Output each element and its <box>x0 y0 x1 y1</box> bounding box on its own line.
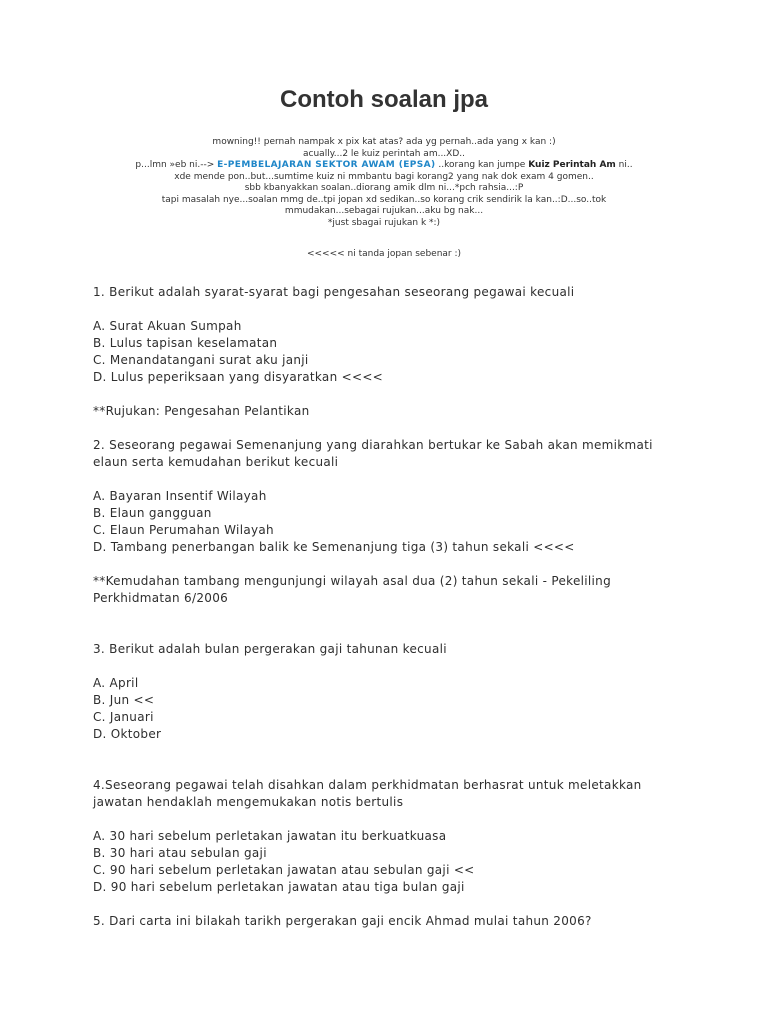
q4-option-c: C. 90 hari sebelum perletakan jawatan atau sebulan gaji << <box>93 863 475 877</box>
intro-bold-text: Kuiz Perintah Am <box>528 160 616 170</box>
intro-line: tapi masalah nye...soalan mmg de..tpi jopan xd sedikan..so korang crik sendirik la kan..:D...so..tok <box>161 194 607 205</box>
q1-reference: **Rujukan: Pengesahan Pelantikan <box>93 404 310 418</box>
question-4-text: 4.Seseorang pegawai telah disahkan dalam perkhidmatan berhasrat untuk meletakkan <box>93 778 642 792</box>
q2-option-b: B. Elaun gangguan <box>93 506 212 520</box>
answer-marker-note: <<<<< ni tanda jopan sebenar :) <box>306 249 462 259</box>
question-list <box>93 284 693 930</box>
q1-option-b: B. Lulus tapisan keselamatan <box>93 336 278 350</box>
q1-option-d: D. Lulus peperiksaan yang disyaratkan <<<< <box>93 370 384 384</box>
q4-option-b: B. 30 hari atau sebulan gaji <box>93 846 267 860</box>
intro-line: mmudakan...sebagai rujukan...aku bg nak... <box>284 206 484 216</box>
intro-line: sbb kbanyakkan soalan..diorang amik dlm ni...*pch rahsia...:P <box>244 183 524 193</box>
question-2-text: 2. Seseorang pegawai Semenanjung yang diarahkan bertukar ke Sabah akan memikmati <box>93 438 653 452</box>
q2-option-d: D. Tambang penerbangan balik ke Semenanjung tiga (3) tahun sekali <<<< <box>93 540 575 554</box>
q2-option-c: C. Elaun Perumahan Wilayah <box>93 523 274 537</box>
page-title: Contoh soalan jpa <box>279 86 488 113</box>
question-4-text-cont: jawatan hendaklah mengemukakan notis bertulis <box>93 795 404 809</box>
q4-option-a: A. 30 hari sebelum perletakan jawatan itu berkuatkuasa <box>93 829 447 843</box>
intro-line: acually...2 le kuiz perintah am...XD.. <box>303 148 465 159</box>
intro-line-with-link <box>0 160 768 172</box>
q3-option-b: B. Jun << <box>93 693 155 707</box>
q3-option-a: A. April <box>93 676 139 690</box>
intro-line: xde mende pon..but...sumtime kuiz ni mmbantu bagi korang2 yang nak dok exam 4 gomen.. <box>174 171 594 182</box>
q2-reference: **Kemudahan tambang mengunjungi wilayah asal dua (2) tahun sekali - Pekeliling <box>93 574 611 588</box>
question-2-text-cont: elaun serta kemudahan berikut kecuali <box>93 455 339 469</box>
intro-text: p...lmn »eb ni.--> <box>135 160 218 170</box>
q3-option-d: D. Oktober <box>93 727 162 741</box>
q1-option-c: C. Menandatangani surat aku janji <box>93 353 309 367</box>
q1-option-a: A. Surat Akuan Sumpah <box>93 319 242 333</box>
intro-text: ..korang kan jumpe <box>435 160 529 170</box>
intro-line: mowning!! pernah nampak x pix kat atas? ada yg pernah..ada yang x kan :) <box>212 137 556 147</box>
question-3-text: 3. Berikut adalah bulan pergerakan gaji tahunan kecuali <box>93 642 447 656</box>
q2-option-a: A. Bayaran Insentif Wilayah <box>93 489 267 503</box>
epsa-link[interactable]: E-PEMBELAJARAN SEKTOR AWAM (EPSA) <box>217 160 436 170</box>
q2-reference-cont: Perkhidmatan 6/2006 <box>93 591 229 605</box>
intro-paragraph <box>0 137 768 229</box>
question-5-text: 5. Dari carta ini bilakah tarikh pergerakan gaji encik Ahmad mulai tahun 2006? <box>93 914 592 928</box>
intro-line: *just sbagai rujukan k *:) <box>327 217 441 228</box>
q3-option-c: C. Januari <box>93 710 154 724</box>
q4-option-d: D. 90 hari sebelum perletakan jawatan atau tiga bulan gaji <box>93 880 465 894</box>
intro-text: ni.. <box>615 160 633 170</box>
question-1-text: 1. Berikut adalah syarat-syarat bagi pengesahan seseorang pegawai kecuali <box>93 285 575 299</box>
